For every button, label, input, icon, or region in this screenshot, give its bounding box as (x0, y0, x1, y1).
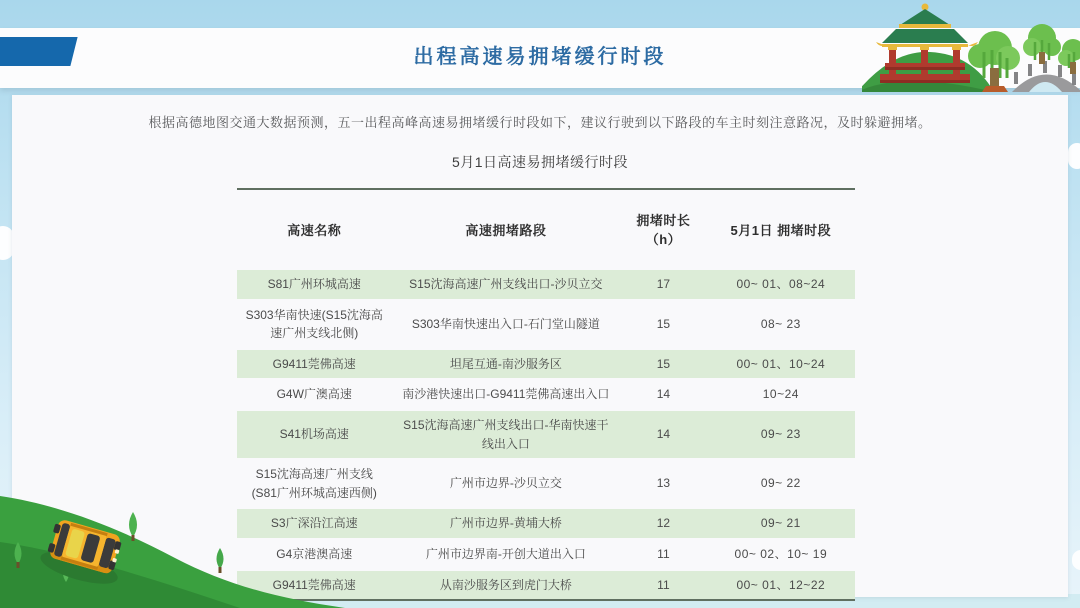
cell-period: 09~ 21 (760, 516, 801, 531)
table-row (237, 349, 855, 380)
table-row (237, 410, 855, 459)
cell-hours: 15 (656, 356, 671, 371)
cell-segment: 广州市边界-沙贝立交 (449, 476, 562, 491)
cell-hours: 15 (656, 316, 671, 331)
cell-period: 00~ 01、10~24 (736, 356, 826, 371)
cell-highway-name: G9411莞佛高速 (272, 577, 356, 592)
cell-period: 09~ 23 (760, 427, 801, 442)
table-row (237, 269, 855, 300)
hill-with-van-scene-icon (0, 490, 345, 608)
cell-segment: 广州市边界-黄埔大桥 (449, 516, 562, 531)
cell-segment: 坦尾互通-南沙服务区 (449, 356, 562, 371)
cell-hours: 11 (657, 546, 670, 561)
cell-highway-name: S15沈海高速广州支线(S81广州环城高速西侧) (251, 467, 377, 500)
cell-period: 10~24 (762, 387, 799, 402)
cell-period: 08~ 23 (760, 316, 801, 331)
cell-segment: 南沙港快速出口-G9411莞佛高速出入口 (402, 387, 610, 402)
cell-segment: S15沈海高速广州支线出口-华南快速干线出入口 (403, 417, 609, 451)
cell-period: 00~ 01、08~24 (736, 277, 826, 291)
cloud-icon (1068, 143, 1080, 169)
table-row (237, 300, 855, 349)
table-row (237, 379, 855, 410)
tree-icon (217, 548, 224, 573)
cell-hours: 14 (656, 427, 671, 442)
cell-hours: 11 (657, 577, 670, 592)
pavilion-scene-icon (862, 0, 1080, 92)
cloud-icon (1072, 550, 1080, 570)
cell-highway-name: G4W广澳高速 (276, 387, 352, 402)
cell-period: 00~ 02、10~ 19 (734, 546, 828, 561)
cell-hours: 13 (656, 476, 671, 491)
cell-hours: 17 (656, 277, 671, 291)
cell-highway-name: S3广深沿江高速 (270, 516, 358, 531)
cell-highway-name: S303华南快速(S15沈海高速广州支线北侧) (245, 307, 383, 341)
column-header-name: 高速名称 (287, 222, 342, 238)
cell-hours: 12 (656, 516, 671, 531)
table-header-row (237, 189, 855, 269)
intro-text: 根据高德地图交通大数据预测，五一出程高峰高速易拥堵缓行时段如下，建议行驶到以下路段的车主时刻注意路况，及时躲避拥堵。 (148, 115, 932, 130)
column-header-period: 5月1日 拥堵时段 (730, 222, 832, 238)
cell-period: 00~ 01、12~22 (736, 577, 826, 592)
cell-highway-name: G9411莞佛高速 (272, 356, 356, 371)
column-header-segment: 高速拥堵路段 (465, 222, 547, 238)
cell-segment: S303华南快速出入口-石门堂山隧道 (411, 316, 600, 331)
cell-highway-name: S81广州环城高速 (267, 277, 361, 291)
cell-highway-name: G4京港澳高速 (276, 546, 353, 561)
page-title: 出程高速易拥堵缓行时段 (413, 46, 667, 68)
cell-period: 09~ 22 (760, 476, 801, 491)
cell-segment: S15沈海高速广州支线出口-沙贝立交 (409, 277, 603, 291)
cell-highway-name: S41机场高速 (279, 427, 349, 442)
cell-hours: 14 (656, 387, 671, 402)
cell-segment: 从南沙服务区到虎门大桥 (439, 577, 572, 592)
cell-segment: 广州市边界南-开创大道出入口 (425, 546, 586, 561)
table-title: 5月1日高速易拥堵缓行时段 (451, 154, 629, 170)
column-header-hours: 拥堵时长（h） (636, 213, 691, 247)
